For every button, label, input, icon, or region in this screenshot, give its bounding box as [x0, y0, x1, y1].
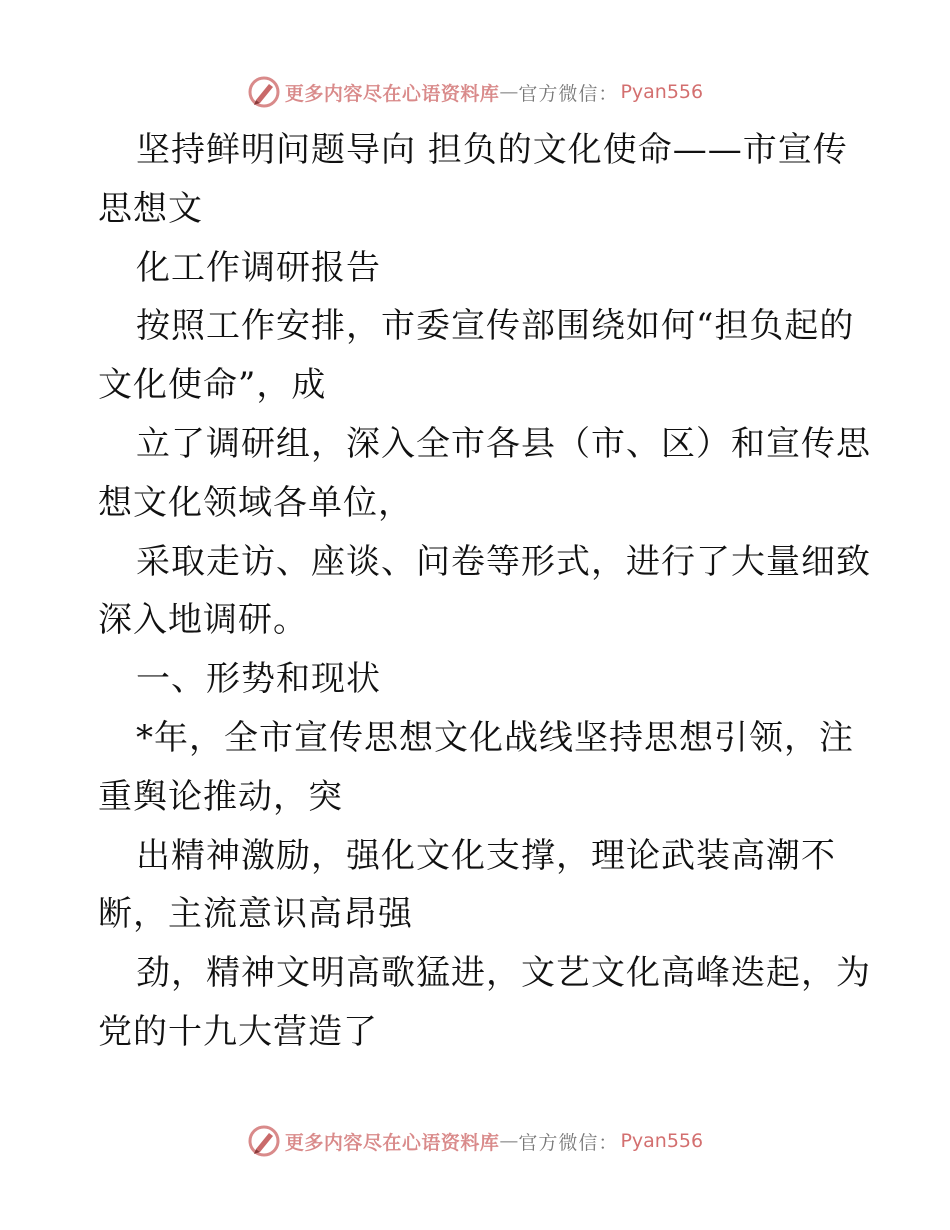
watermark-main-text: 更多内容尽在心语资料库 — [284, 1131, 500, 1154]
body-line: *年，全市宣传思想文化战线坚持思想引领，注 — [136, 717, 854, 758]
body-line: 断，主流意识高昂强 — [98, 894, 413, 935]
pen-circle-logo-icon — [247, 75, 281, 109]
body-line: 文化使命”，成 — [98, 365, 327, 406]
watermark-wechat-label: 官方微信： — [518, 82, 619, 105]
body-line: 出精神激励，强化文化支撑，理论武装高潮不 — [136, 835, 836, 876]
body-line: 深入地调研。 — [98, 600, 308, 641]
watermark-account: Pyan556 — [620, 81, 704, 103]
watermark-account: Pyan556 — [620, 1130, 704, 1152]
body-line: 思想文 — [98, 188, 203, 229]
watermark-banner-top — [0, 72, 950, 112]
body-line: 重舆论推动，突 — [98, 776, 343, 817]
body-line: 按照工作安排，市委宣传部围绕如何“担负起的 — [136, 306, 855, 347]
body-line: 坚持鲜明问题导向 担负的文化使命——市宣传 — [136, 130, 848, 170]
watermark-banner-bottom — [0, 1121, 950, 1161]
pen-circle-logo-icon — [247, 1124, 281, 1158]
body-line: 劲，精神文明高歌猛进，文艺文化高峰迭起，为 — [136, 953, 871, 994]
watermark-wechat-label: 官方微信： — [518, 1131, 619, 1154]
body-line: 采取走访、座谈、问卷等形式，进行了大量细致 — [136, 541, 871, 582]
watermark-dash: — — [499, 81, 519, 103]
body-line: 想文化领域各单位， — [98, 482, 413, 523]
body-line: 化工作调研报告 — [136, 247, 381, 288]
watermark-main-text: 更多内容尽在心语资料库 — [284, 82, 500, 105]
watermark-dash: — — [499, 1130, 519, 1152]
document-body — [98, 121, 871, 1062]
body-line: 党的十九大营造了 — [98, 1011, 378, 1052]
body-line: 一、形势和现状 — [136, 659, 381, 700]
body-line: 立了调研组，深入全市各县（市、区）和宣传思 — [136, 423, 871, 464]
